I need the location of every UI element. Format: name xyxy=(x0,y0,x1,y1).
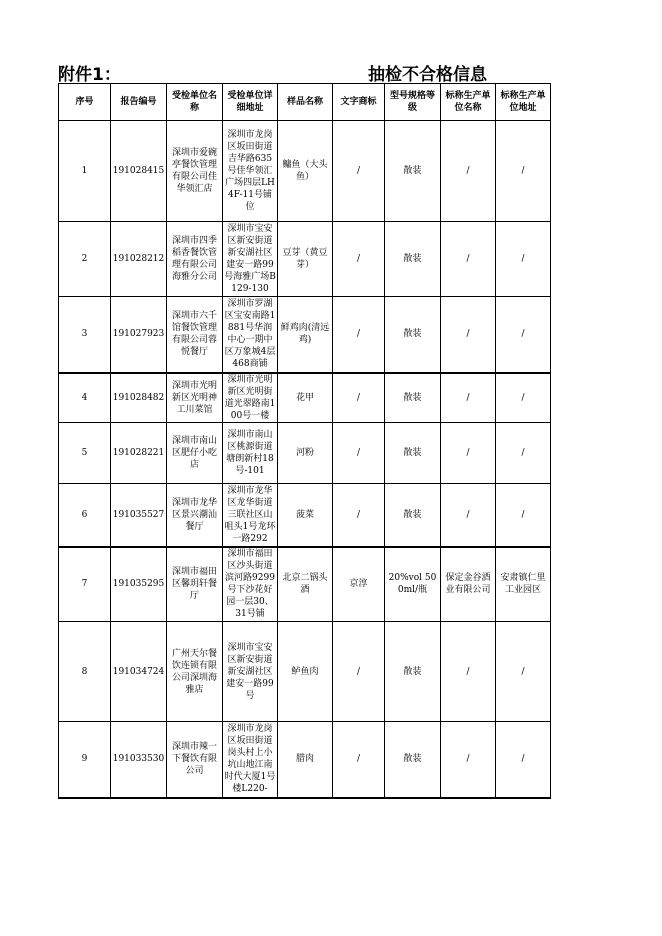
inspection-table xyxy=(58,83,551,799)
table-cell: 散装 xyxy=(385,722,441,798)
table-cell: 散装 xyxy=(385,622,441,722)
table-cell: 191033530 xyxy=(111,722,167,798)
table-cell: / xyxy=(496,722,551,798)
table-cell: / xyxy=(441,222,496,297)
table-cell: 保定金谷酒业有限公司 xyxy=(441,547,496,622)
table-cell: / xyxy=(441,423,496,484)
table-row xyxy=(59,121,551,222)
header-cell: 标称生产单位名称 xyxy=(441,84,496,121)
table-cell: 深圳市宝安区新安街道新安湖社区建安一路99号 xyxy=(223,622,278,722)
table-cell: 散装 xyxy=(385,121,441,222)
table-cell: 深圳市罗湖区宝安南路1881号华润中心一期中区万象城4层468商铺 xyxy=(223,297,278,373)
table-cell: 花甲 xyxy=(278,373,333,423)
table-cell: 2 xyxy=(59,222,111,297)
header-cell: 受检单位名称 xyxy=(167,84,223,121)
table-cell: / xyxy=(333,722,385,798)
table-cell: 20%vol 500ml/瓶 xyxy=(385,547,441,622)
table-cell: 深圳市龙岗区坂田街道吉华路635号佳华领汇广场四层LH4F-11号铺位 xyxy=(223,121,278,222)
table-cell: 1 xyxy=(59,121,111,222)
table-cell: 鲈鱼肉 xyxy=(278,622,333,722)
table-cell: 散装 xyxy=(385,484,441,547)
table-cell: / xyxy=(496,373,551,423)
table-cell: / xyxy=(496,484,551,547)
table-row xyxy=(59,373,551,423)
table-cell: 深圳市光明新区光明神工川菜馆 xyxy=(167,373,223,423)
table-cell: 鳙鱼（大头鱼） xyxy=(278,121,333,222)
table-cell: 191027923 xyxy=(111,297,167,373)
table-cell: 深圳市爱碗亭餐饮管理有限公司佳华领汇店 xyxy=(167,121,223,222)
table-cell: 深圳市六千馆餐饮管理有限公司蓉悦餐厅 xyxy=(167,297,223,373)
header-cell: 序号 xyxy=(59,84,111,121)
table-cell: 5 xyxy=(59,423,111,484)
table-cell: / xyxy=(441,373,496,423)
table-cell: 深圳市宝安区新安街道新安湖社区建安一路99号海雅广场B129-130 xyxy=(223,222,278,297)
table-cell: 菠菜 xyxy=(278,484,333,547)
table-cell: 京淳 xyxy=(333,547,385,622)
table-cell: / xyxy=(496,121,551,222)
table-cell: 腊肉 xyxy=(278,722,333,798)
table-row xyxy=(59,222,551,297)
attachment-label: 附件1： xyxy=(58,65,121,85)
header-cell: 受检单位详细地址 xyxy=(223,84,278,121)
document-title: 抽检不合格信息 xyxy=(368,65,487,85)
table-cell: 深圳市光明新区光明街道光翠路南100号一楼 xyxy=(223,373,278,423)
header-cell: 型号规格等级 xyxy=(385,84,441,121)
table-cell: 深圳市龙华区龙华街道三联社区山咀头1号龙环一路292 xyxy=(223,484,278,547)
table-row xyxy=(59,622,551,722)
table-cell: 深圳市南山区桃源街道塘朗新村18号-101 xyxy=(223,423,278,484)
table-cell: 191035295 xyxy=(111,547,167,622)
table-cell: 安肃镇仁里工业园区 xyxy=(496,547,551,622)
table-cell: 豆芽（黄豆芽） xyxy=(278,222,333,297)
table-cell: / xyxy=(333,222,385,297)
table-cell: / xyxy=(333,121,385,222)
table-cell: / xyxy=(496,622,551,722)
table-cell: 散装 xyxy=(385,423,441,484)
table-row xyxy=(59,423,551,484)
table-cell: 191028415 xyxy=(111,121,167,222)
table-cell: / xyxy=(441,722,496,798)
table-cell: / xyxy=(496,297,551,373)
table-cell: 深圳市龙岗区坂田街道岗头村上小坑山地江南时代大厦1号楼L220- xyxy=(223,722,278,798)
table-cell: 河粉 xyxy=(278,423,333,484)
table-cell: 深圳市南山区肥仔小吃店 xyxy=(167,423,223,484)
table-cell: 191034724 xyxy=(111,622,167,722)
table-cell: / xyxy=(333,297,385,373)
table-cell: 191035527 xyxy=(111,484,167,547)
table-cell: 北京二锅头酒 xyxy=(278,547,333,622)
table-cell: 散装 xyxy=(385,297,441,373)
table-cell: 深圳市辣一下餐饮有限公司 xyxy=(167,722,223,798)
table-cell: 7 xyxy=(59,547,111,622)
table-cell: 3 xyxy=(59,297,111,373)
table-row xyxy=(59,484,551,547)
table-cell: / xyxy=(441,622,496,722)
table-cell: / xyxy=(333,622,385,722)
table-cell: / xyxy=(441,297,496,373)
header-cell: 报告编号 xyxy=(111,84,167,121)
table-cell: 4 xyxy=(59,373,111,423)
table-row xyxy=(59,297,551,373)
table-row xyxy=(59,547,551,622)
table-cell: / xyxy=(496,423,551,484)
table-cell: 鲜鸡肉(清远鸡) xyxy=(278,297,333,373)
table-cell: 深圳市四季稻香餐饮管理有限公司海雅分公司 xyxy=(167,222,223,297)
table-cell: 191028221 xyxy=(111,423,167,484)
table-cell: / xyxy=(496,222,551,297)
table-cell: / xyxy=(441,484,496,547)
table-cell: 9 xyxy=(59,722,111,798)
header-cell: 样品名称 xyxy=(278,84,333,121)
table-cell: 散装 xyxy=(385,373,441,423)
table-cell: 深圳市龙华区景兴潮汕餐厅 xyxy=(167,484,223,547)
table-cell: / xyxy=(333,423,385,484)
table-cell: / xyxy=(441,121,496,222)
header-row xyxy=(59,84,551,121)
table-cell: / xyxy=(333,484,385,547)
table-cell: 191028212 xyxy=(111,222,167,297)
table-row xyxy=(59,722,551,798)
table-cell: 广州天尔餐饮连锁有限公司深圳海雅店 xyxy=(167,622,223,722)
table-cell: 6 xyxy=(59,484,111,547)
table-cell: 散装 xyxy=(385,222,441,297)
table-cell: 深圳市福田区沙头街道滨河路9299号下沙花好园一层30、31号铺 xyxy=(223,547,278,622)
header-cell: 文字商标 xyxy=(333,84,385,121)
table-cell: / xyxy=(333,373,385,423)
table-cell: 8 xyxy=(59,622,111,722)
header-cell: 标称生产单位地址 xyxy=(496,84,551,121)
table-cell: 191028482 xyxy=(111,373,167,423)
table-cell: 深圳市福田区馨玥轩餐厅 xyxy=(167,547,223,622)
